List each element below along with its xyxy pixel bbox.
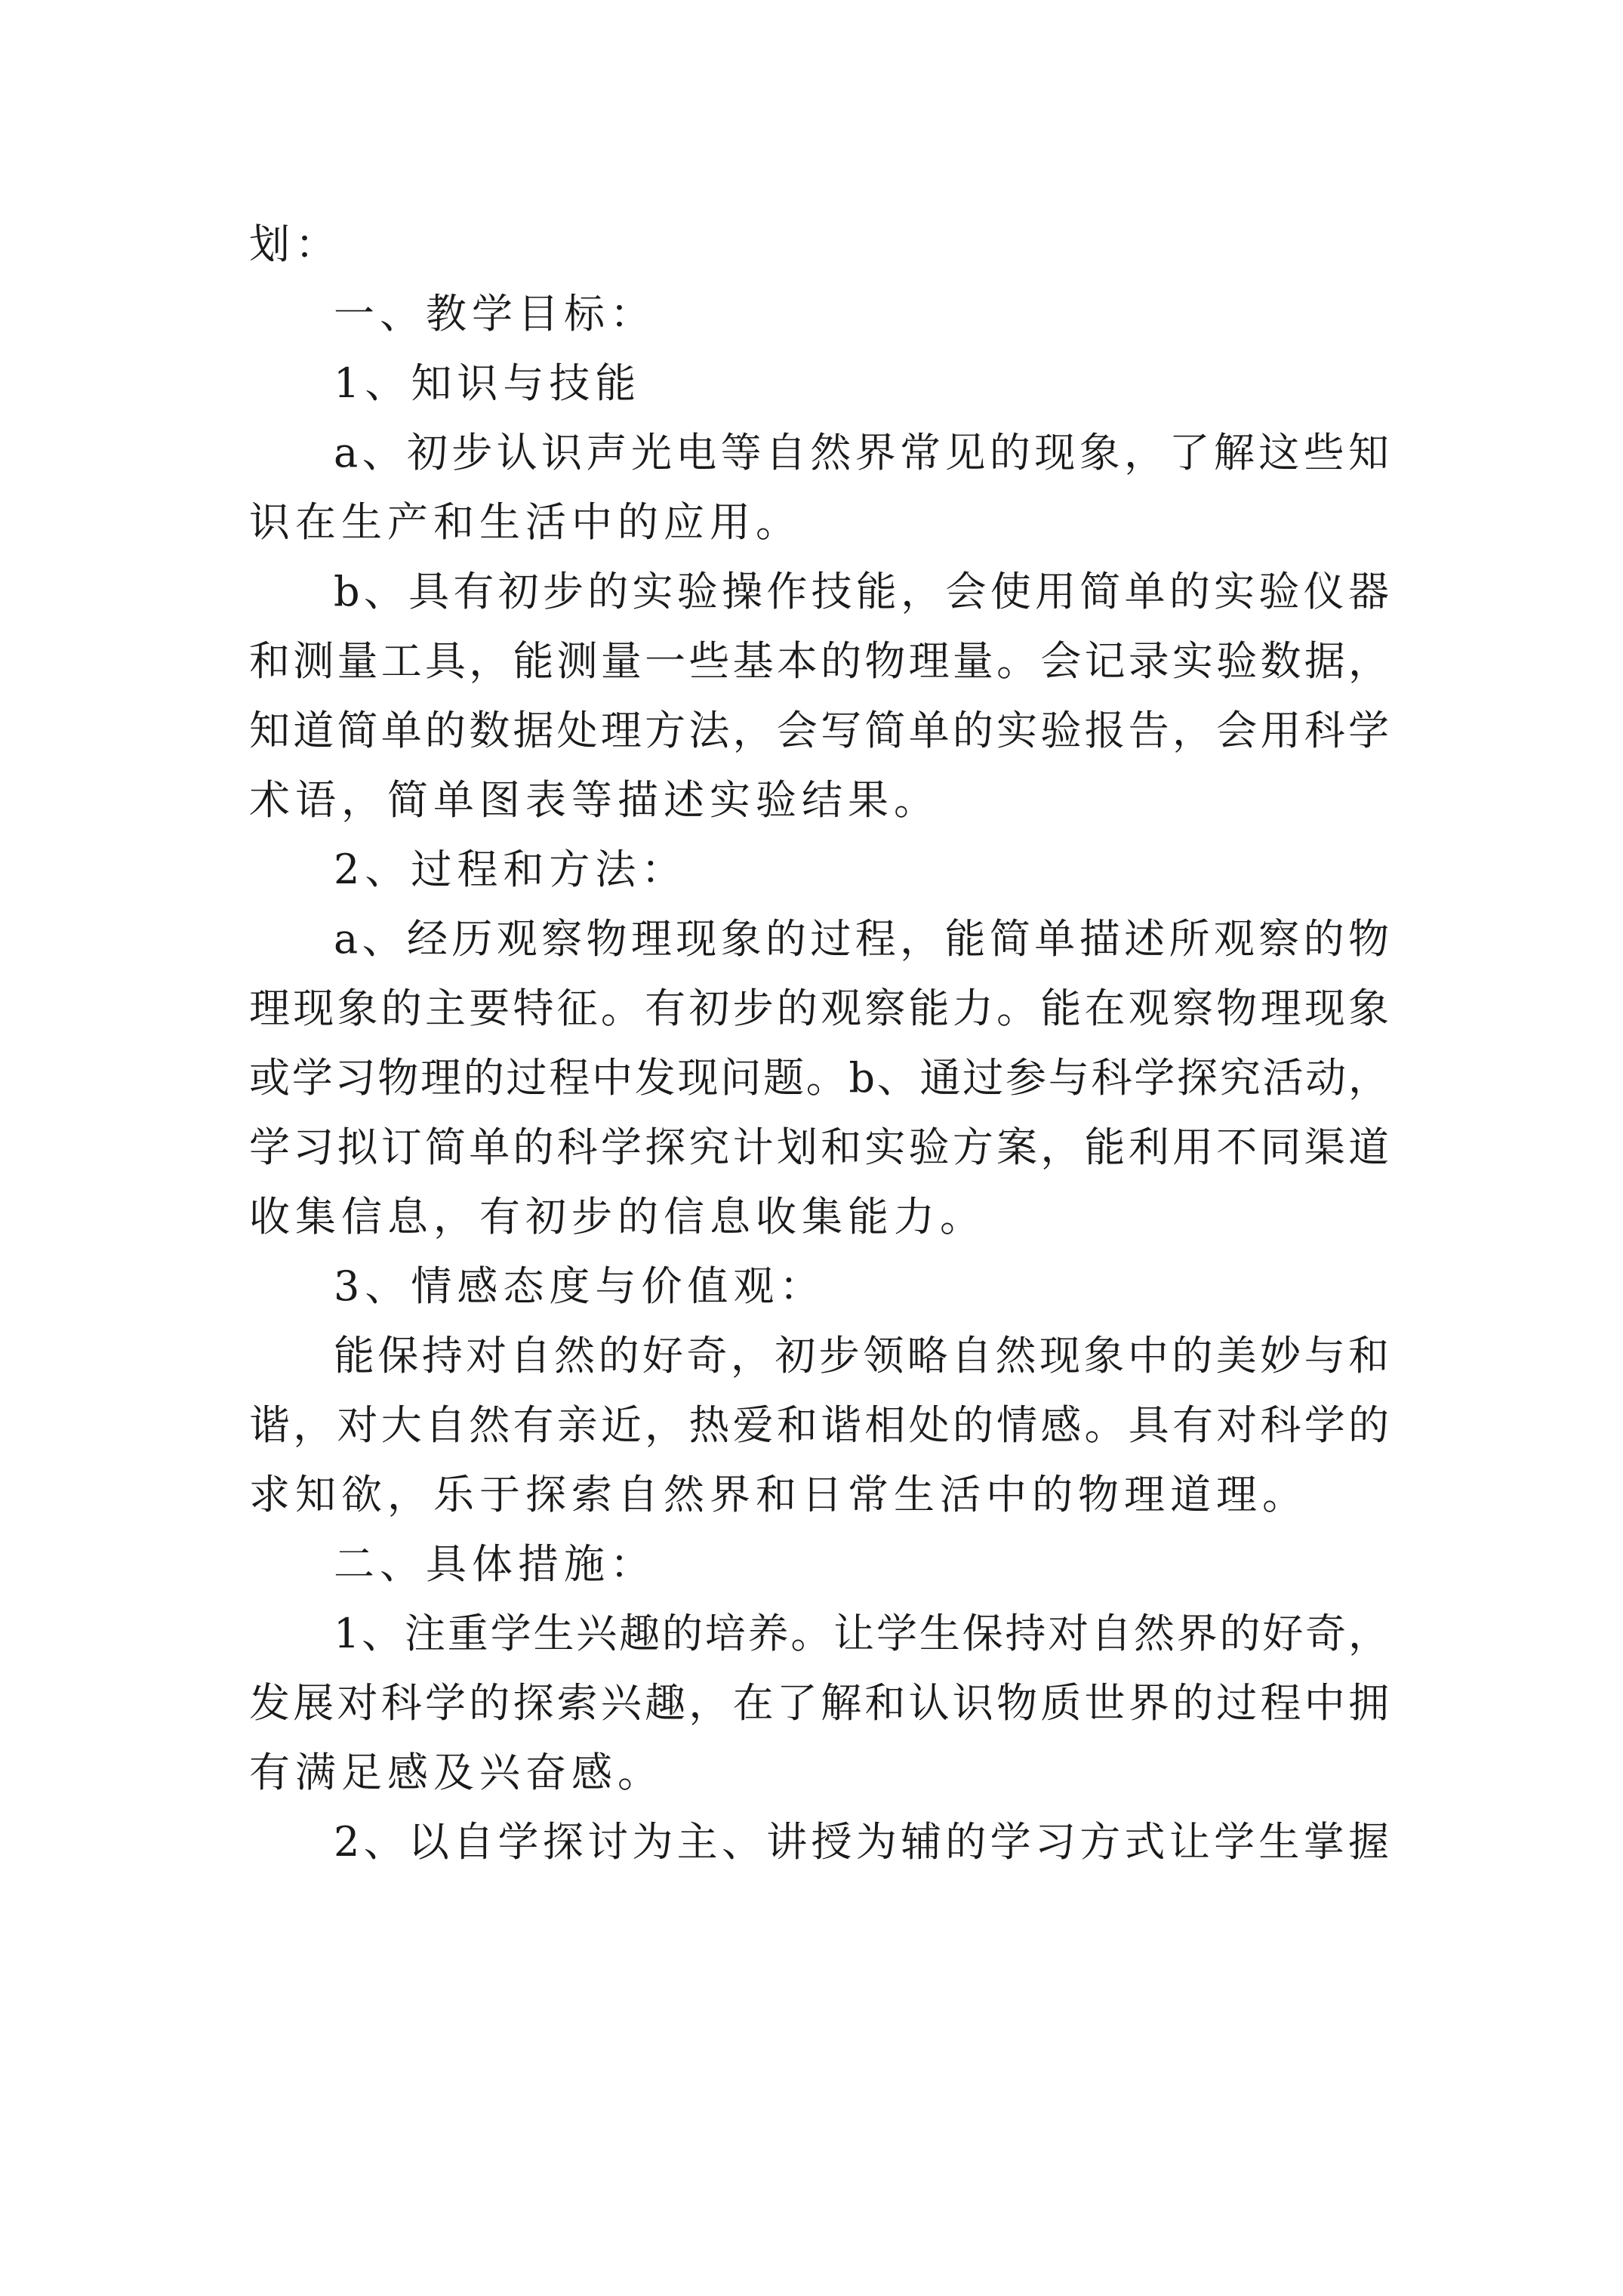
text-line: 学习拟订简单的科学探究计划和实验方案，能利用不同渠道 bbox=[249, 1123, 1389, 1171]
text-line: 1、注重学生兴趣的培养。让学生保持对自然界的好奇， bbox=[334, 1610, 1389, 1657]
text-line: 划： bbox=[249, 220, 341, 268]
subsection-heading: 3、情感态度与价值观： bbox=[334, 1262, 826, 1310]
text-line: 收集信息，有初步的信息收集能力。 bbox=[249, 1193, 986, 1240]
text-line: a、初步认识声光电等自然界常见的现象，了解这些知 bbox=[334, 429, 1389, 476]
section-heading: 二、具体措施： bbox=[334, 1540, 656, 1588]
text-line: 能保持对自然的好奇，初步领略自然现象中的美妙与和 bbox=[334, 1332, 1389, 1379]
subsection-heading: 2、过程和方法： bbox=[334, 846, 688, 893]
text-line: 术语，简单图表等描述实验结果。 bbox=[249, 776, 940, 824]
subsection-heading: 1、知识与技能 bbox=[334, 359, 642, 407]
text-line: 和测量工具，能测量一些基本的物理量。会记录实验数据， bbox=[249, 637, 1389, 685]
text-line: 谐，对大自然有亲近，热爱和谐相处的情感。具有对科学的 bbox=[249, 1401, 1389, 1449]
text-line: 2、以自学探讨为主、讲授为辅的学习方式让学生掌握 bbox=[334, 1818, 1389, 1866]
text-line: 发展对科学的探索兴趣，在了解和认识物质世界的过程中拥 bbox=[249, 1679, 1389, 1727]
text-line: 知道简单的数据处理方法，会写简单的实验报告，会用科学 bbox=[249, 707, 1389, 754]
section-heading: 一、教学目标： bbox=[334, 290, 656, 337]
text-line: 有满足感及兴奋感。 bbox=[249, 1749, 664, 1796]
text-line: 识在生产和生活中的应用。 bbox=[249, 498, 802, 546]
text-line: 或学习物理的过程中发现问题。b、通过参与科学探究活动， bbox=[249, 1054, 1389, 1102]
text-line: 求知欲，乐于探索自然界和日常生活中的物理道理。 bbox=[249, 1471, 1308, 1518]
document-body bbox=[249, 210, 1389, 1877]
text-line: a、经历观察物理现象的过程，能简单描述所观察的物 bbox=[334, 915, 1389, 963]
text-line: b、具有初步的实验操作技能，会使用简单的实验仪器 bbox=[334, 568, 1389, 615]
text-line: 理现象的主要特征。有初步的观察能力。能在观察物理现象 bbox=[249, 985, 1389, 1032]
